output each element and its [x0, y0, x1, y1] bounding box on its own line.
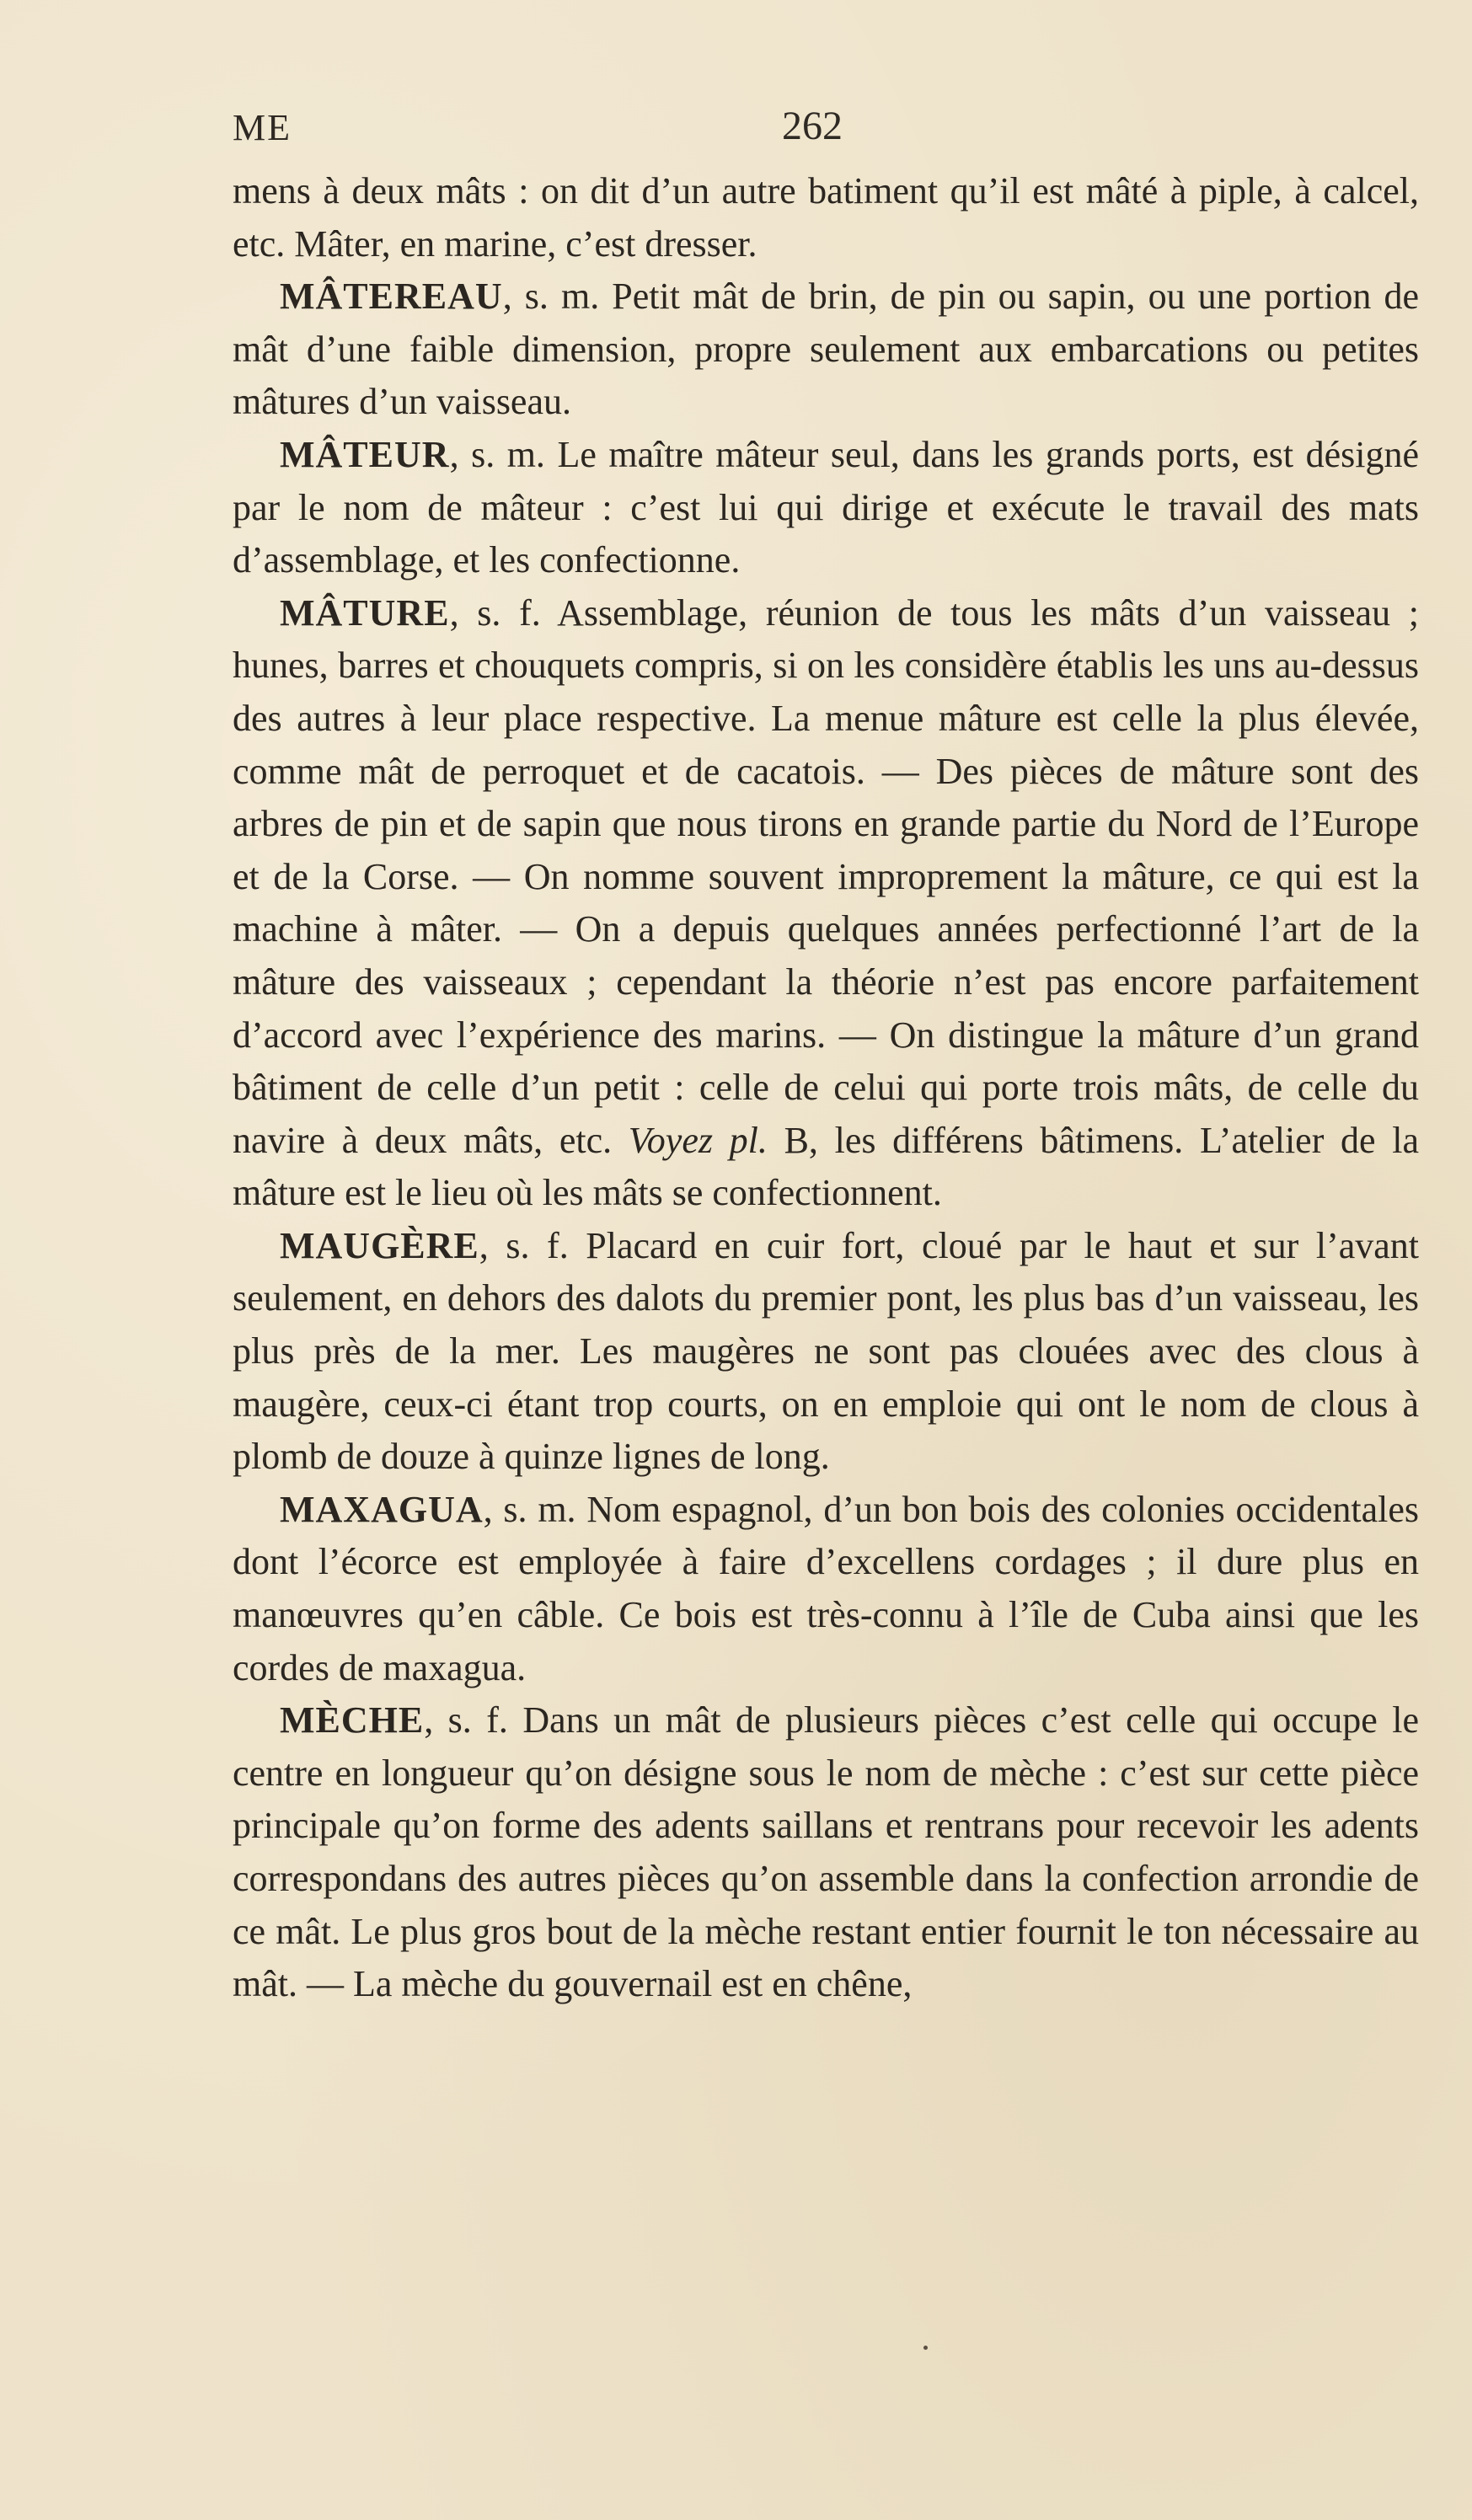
entry-meche [233, 1694, 1419, 2011]
definition: Le maître mâteur seul, dans les grands ports, est désigné par le nom de mâteur : c’est lui qui dirige et exécute le travail des mats d’assemblage, et les confectionne. [233, 433, 1419, 581]
ink-speck [923, 2346, 928, 2350]
definition-continued: B, les différens bâtimens. L’atelier de la mâture est le lieu où les mâts se confectionnent. [233, 1119, 1420, 1214]
headword: MÂTEREAU [280, 276, 503, 318]
grammar-note: , s. m. [502, 276, 600, 318]
entry-maugere [233, 1220, 1419, 1484]
entry-matereau [233, 270, 1419, 429]
cross-reference: Voyez pl. [628, 1119, 768, 1161]
continued-entry [233, 165, 1419, 270]
entry-mateur [233, 429, 1419, 587]
definition: Dans un mât de plusieurs pièces c’est celle qui occupe le centre en longueur qu’on désigne sous le nom de mèche : c’est sur cette pièce principale qu’on forme des adents saillans et rentrans pour recevoir les adents correspondans des autres pièces qu’on assemble dans la confection arrondie de ce mât. Le plus gros bout de la mèche restant entier fournit le ton nécessaire au mât. — La mèche du gouvernail est en chêne, [233, 1699, 1420, 2005]
section-header: ME [233, 107, 292, 148]
definition: Assemblage, réunion de tous les mâts d’un vaisseau ; hunes, barres et chouquets compris, si on les considère établis les uns au-dessus des autres à leur place respective. La menue mâture est celle la plus élevée, comme mât de perroquet et de cacatois. — Des pièces de mâture sont des arbres de pin et de sapin que nous tirons en grande partie du Nord de l’Europe et de la Corse. — On nomme souvent improprement la mâture, ce qui est la machine à mâter. — On a depuis quelques années perfectionné l’art de la mâture des vaisseaux ; cependant la théorie n’est pas encore parfaitement d’accord avec l’expérience des marins. — On distingue la mâture d’un grand bâtiment de celle d’un petit : celle de celui qui porte trois mâts, de celle du navire à deux mâts, etc. [233, 591, 1420, 1161]
definition: Placard en cuir fort, cloué par le haut et sur l’avant seulement, en dehors des dalots du premier pont, les plus bas d’un vaisseau, les plus près de la mer. Les maugères ne sont pas clouées avec des clous à maugère, ceux-ci étant trop courts, on en emploie qui ont le nom de clous à plomb de douze à quinze lignes de long. [233, 1224, 1420, 1478]
running-head [233, 94, 1412, 162]
definition: Petit mât de brin, de pin ou sapin, ou une portion de mât d’une faible dimension, propre seulement aux embarcations ou petites mâtures d’un vaisseau. [233, 276, 1419, 423]
grammar-note: , s. m. [483, 1488, 576, 1530]
continued-text: mens à deux mâts : on dit d’un autre batiment qu’il est mâté à piple, à calcel, etc. Mâter, en marine, c’est dresser. [233, 170, 1419, 265]
grammar-note: , s. f. [424, 1699, 508, 1742]
grammar-note: , s. f. [449, 591, 541, 634]
headword: MÈCHE [280, 1699, 425, 1742]
grammar-note: , s. m. [449, 433, 545, 475]
headword: MAUGÈRE [280, 1224, 479, 1266]
headword: MÂTURE [280, 591, 450, 634]
entry-maxagua [233, 1484, 1419, 1694]
definition: Nom espagnol, d’un bon bois des colonies occidentales dont l’écorce est employée à faire d’excellens cordages ; il dure plus en manœuvres qu’en câble. Ce bois est très-connu à l’île de Cuba ainsi que les cordes de maxagua. [233, 1488, 1419, 1688]
grammar-note: , s. f. [479, 1224, 569, 1266]
page-number: 262 [782, 104, 843, 148]
dictionary-text [233, 165, 1419, 2011]
headword: MAXAGUA [280, 1488, 484, 1530]
entry-mature [233, 587, 1419, 1220]
headword: MÂTEUR [280, 433, 450, 475]
